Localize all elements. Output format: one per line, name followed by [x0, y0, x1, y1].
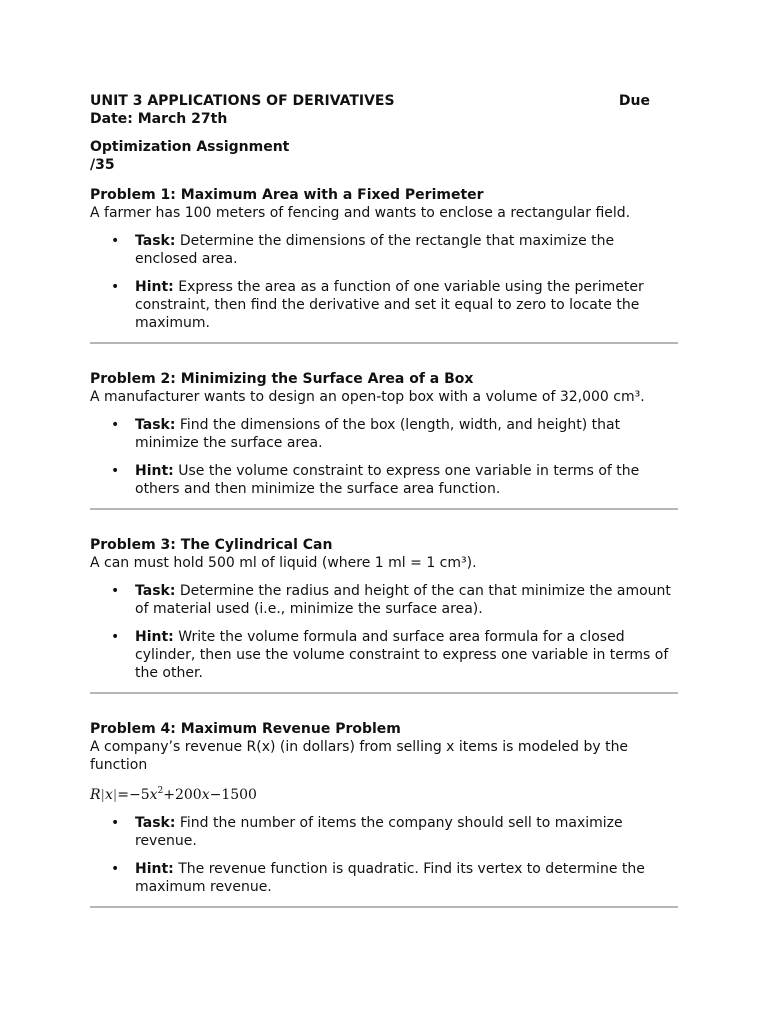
hint-text: Write the volume formula and surface area formula for a closed cylinder, then use the volume constraint to express one variable in terms of the other. — [135, 629, 669, 681]
due-date: Date: March 27th — [90, 111, 228, 127]
list-item — [90, 462, 678, 498]
task-label: Task: — [135, 583, 176, 599]
header-row — [90, 92, 678, 110]
hint-label: Hint: — [135, 279, 174, 295]
formula-variable: x — [149, 787, 158, 803]
assignment-score: /35 — [90, 157, 115, 173]
revenue-formula — [90, 786, 678, 804]
bullet-icon: • — [111, 233, 120, 249]
list-item — [90, 628, 678, 682]
problem-2 — [90, 370, 678, 510]
formula-variable: x — [104, 787, 113, 803]
problem-title: Problem 3: The Cylindrical Can — [90, 537, 333, 553]
formula-equals: =−5 — [117, 787, 150, 803]
list-item — [90, 416, 678, 452]
problem-description: A farmer has 100 meters of fencing and wants to enclose a rectangular field. — [90, 205, 631, 221]
problem-description: A company’s revenue R(x) (in dollars) from selling x items is modeled by the function — [90, 739, 629, 773]
task-text: Find the number of items the company should sell to maximize revenue. — [135, 815, 623, 849]
hint-label: Hint: — [135, 861, 174, 877]
unit-title: UNIT 3 APPLICATIONS OF DERIVATIVES — [90, 93, 395, 109]
formula-variable: x — [201, 787, 210, 803]
bullet-icon: • — [111, 417, 120, 433]
task-label: Task: — [135, 417, 176, 433]
problem-1 — [90, 186, 678, 344]
problem-title: Problem 1: Maximum Area with a Fixed Perimeter — [90, 187, 484, 203]
problem-items — [90, 232, 678, 332]
formula-paren-close: | — [112, 788, 118, 803]
hint-text: The revenue function is quadratic. Find its vertex to determine the maximum revenue. — [135, 861, 645, 895]
bullet-icon: • — [111, 463, 120, 479]
task-text: Find the dimensions of the box (length, width, and height) that minimize the surface area. — [135, 417, 621, 451]
bullet-icon: • — [111, 629, 120, 645]
task-label: Task: — [135, 815, 176, 831]
due-label: Due — [618, 93, 650, 109]
problem-items — [90, 582, 678, 682]
divider — [90, 508, 678, 510]
task-text: Determine the radius and height of the can that minimize the amount of material used (i.e., minimize the surface area). — [135, 583, 671, 617]
formula-constant: −1500 — [209, 787, 257, 803]
problem-3 — [90, 536, 678, 694]
assignment-heading — [90, 138, 678, 174]
hint-label: Hint: — [135, 463, 174, 479]
problem-items — [90, 814, 678, 896]
bullet-icon: • — [111, 815, 120, 831]
problem-4 — [90, 720, 678, 908]
list-item — [90, 232, 678, 268]
formula-paren-open: | — [100, 788, 105, 803]
hint-text: Express the area as a function of one variable using the perimeter constraint, then find the derivative and set it equal to zero to locate the maximum. — [135, 279, 644, 331]
hint-label: Hint: — [135, 629, 174, 645]
bullet-icon: • — [111, 861, 120, 877]
formula-linear-term: +200 — [163, 787, 202, 803]
problem-description: A can must hold 500 ml of liquid (where 1 ml = 1 cm³). — [90, 555, 477, 571]
problem-title: Problem 4: Maximum Revenue Problem — [90, 721, 401, 737]
bullet-icon: • — [111, 279, 120, 295]
assignment-page — [90, 92, 678, 908]
task-text: Determine the dimensions of the rectangle that maximize the enclosed area. — [135, 233, 615, 267]
divider — [90, 906, 678, 908]
list-item — [90, 814, 678, 850]
formula-exponent: 2 — [157, 786, 164, 796]
list-item — [90, 582, 678, 618]
assignment-title: Optimization Assignment — [90, 139, 290, 155]
bullet-icon: • — [111, 583, 120, 599]
task-label: Task: — [135, 233, 176, 249]
divider — [90, 342, 678, 344]
hint-text: Use the volume constraint to express one variable in terms of the others and then minimize the surface area function. — [135, 463, 640, 497]
problem-items — [90, 416, 678, 498]
problem-title: Problem 2: Minimizing the Surface Area of a Box — [90, 371, 474, 387]
divider — [90, 692, 678, 694]
list-item — [90, 860, 678, 896]
problem-description: A manufacturer wants to design an open-top box with a volume of 32,000 cm³. — [90, 389, 645, 405]
list-item — [90, 278, 678, 332]
formula-function: R — [90, 787, 101, 803]
